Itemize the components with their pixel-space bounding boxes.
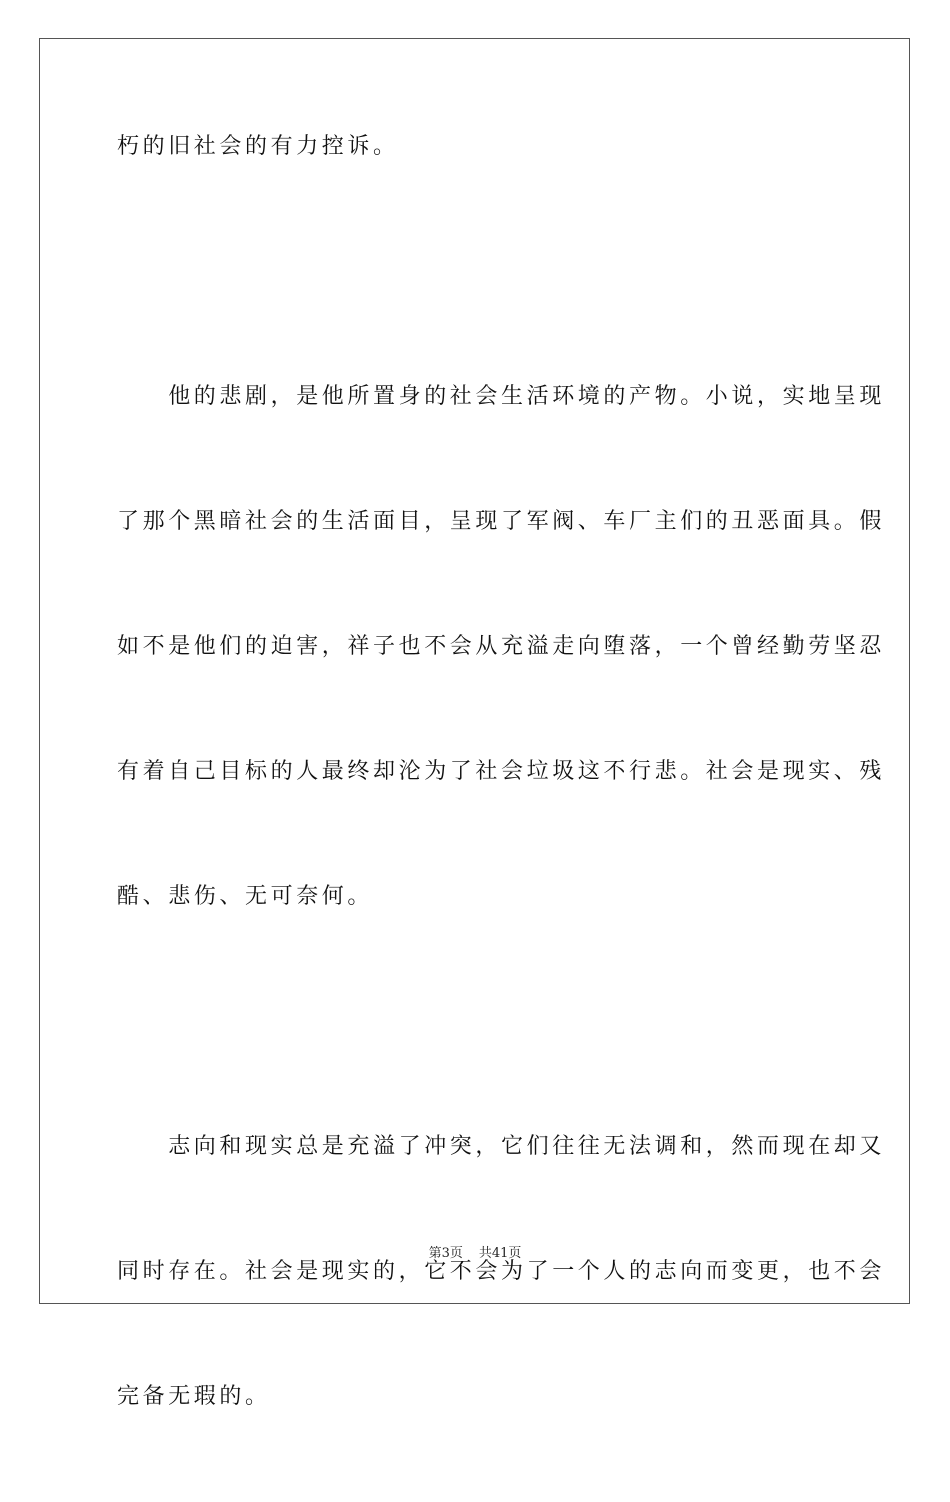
text-line: 志向和现实总是充溢了冲突，它们往往无法调和，然而现在却又	[117, 1134, 886, 1159]
text-line: 他的悲剧，是他所置身的社会生活环境的产物。小说，实地呈现	[117, 384, 886, 409]
blank-line	[117, 252, 832, 377]
page-total: 共41页	[478, 1246, 522, 1261]
text-line: 了那个黑暗社会的生活面目，呈现了军阀、车厂主们的丑恶面具。假	[117, 509, 886, 534]
page-footer	[0, 1245, 950, 1263]
text-line: 同时存在。社会是现实的，它不会为了一个人的志向而变更，也不会	[117, 1259, 886, 1284]
page-number: 第3页	[428, 1246, 463, 1261]
text-line: 有着自己目标的人最终却沦为了社会垃圾这不行悲。社会是现实、残	[117, 759, 886, 784]
document-body	[117, 127, 886, 1502]
text-line: 朽的旧社会的有力控诉。	[117, 134, 399, 159]
blank-line	[117, 1002, 832, 1127]
text-line: 如不是他们的迫害，祥子也不会从充溢走向堕落，一个曾经勤劳坚忍	[117, 634, 886, 659]
text-line: 完备无瑕的。	[117, 1384, 271, 1409]
text-line: 酷、悲伤、无可奈何。	[117, 884, 374, 909]
